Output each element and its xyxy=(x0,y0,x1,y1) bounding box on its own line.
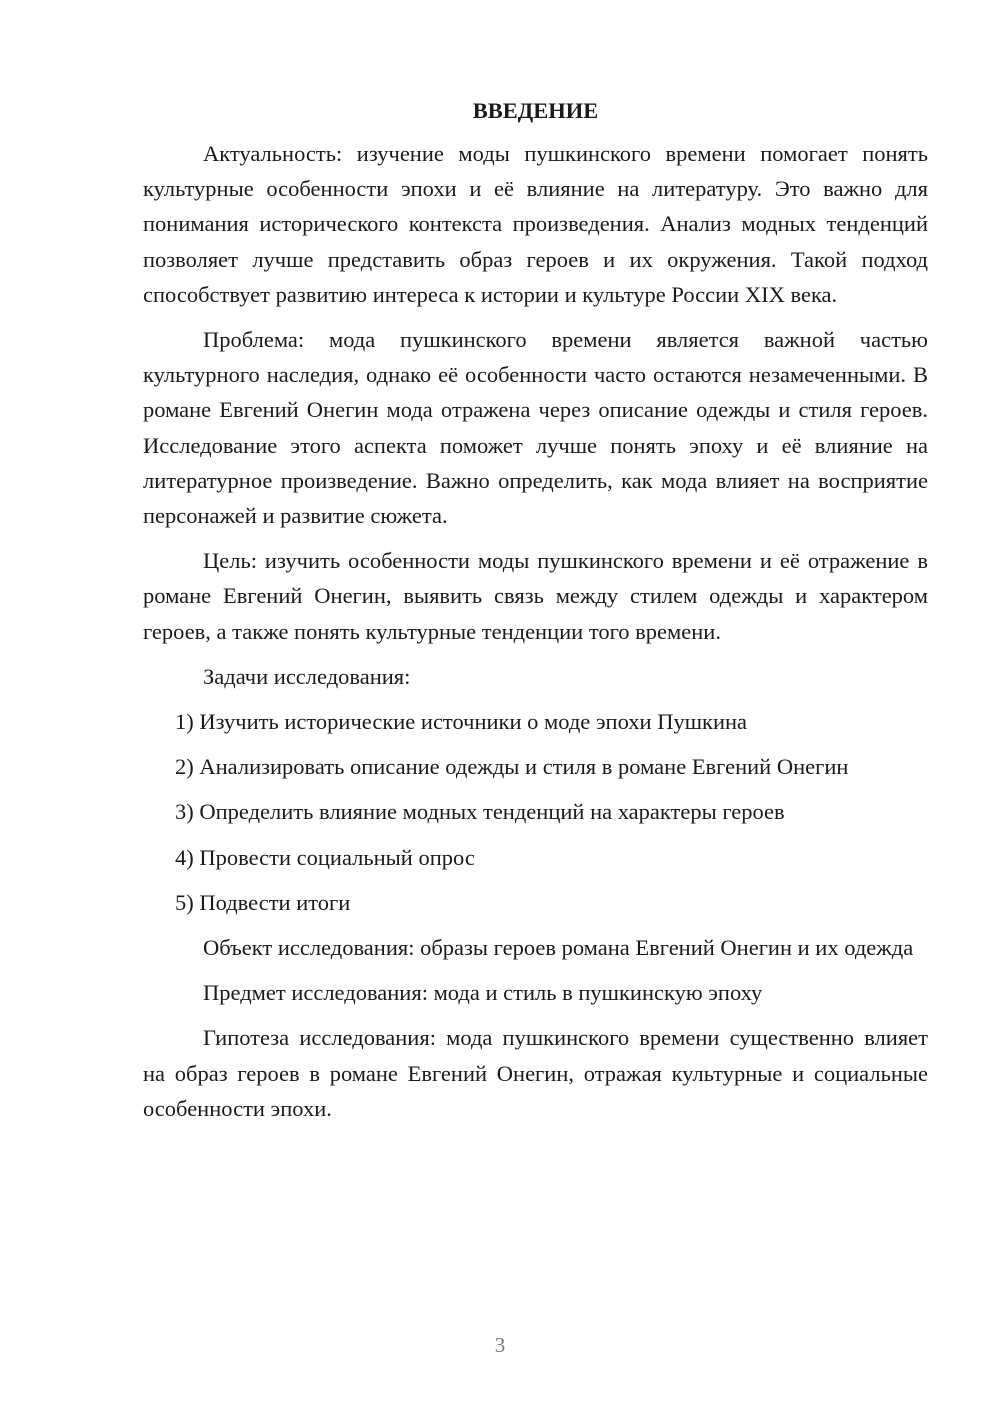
task-list xyxy=(143,704,928,920)
paragraph-relevance: Актуальность: изучение моды пушкинского времени помогает понять культурные особенности эпохи и её влияние на литературу. Это важно для понимания исторического контекста произведения. Анализ модных тенденций позволяет лучше представить образ героев и их окружения. Такой подход способствует развитию интереса к истории и культуре России XIX века. xyxy=(143,141,928,307)
paragraph-object: Объект исследования: образы героев романа Евгений Онегин и их одежда xyxy=(203,935,914,961)
paragraph-hypothesis: Гипотеза исследования: мода пушкинского времени существенно влияет на образ героев в романе Евгений Онегин, отражая культурные и социальные особенности эпохи. xyxy=(143,1025,928,1121)
paragraph-goal: Цель: изучить особенности моды пушкинского времени и её отражение в романе Евгений Онегин, выявить связь между стилем одежды и характером героев, а также понять культурные тенденции того времени. xyxy=(143,548,928,644)
paragraph-problem: Проблема: мода пушкинского времени является важной частью культурного наследия, однако её особенности часто остаются незамеченными. В романе Евгений Онегин мода отражена через описание одежды и стиля героев. Исследование этого аспекта поможет лучше понять эпоху и её влияние на литературное произведение. Важно определить, как мода влияет на восприятие персонажей и развитие сюжета. xyxy=(143,327,928,529)
task-text: Провести социальный опрос xyxy=(199,844,475,870)
task-text: Определить влияние модных тенденций на характеры героев xyxy=(199,799,785,825)
section-heading: ВВЕДЕНИЕ xyxy=(472,98,599,123)
paragraph-subject: Предмет исследования: мода и стиль в пушкинскую эпоху xyxy=(203,980,763,1006)
list-item xyxy=(143,885,928,920)
page-number: 3 xyxy=(494,1333,506,1357)
task-number: 1) xyxy=(175,709,194,735)
task-number: 4) xyxy=(175,844,194,870)
list-item xyxy=(143,749,928,784)
tasks-title: Задачи исследования: xyxy=(203,663,411,689)
document-page xyxy=(143,96,928,1136)
list-item xyxy=(143,840,928,875)
task-text: Анализировать описание одежды и стиля в романе Евгений Онегин xyxy=(199,754,849,780)
task-number: 2) xyxy=(175,754,194,780)
list-item xyxy=(143,704,928,739)
task-text: Подвести итоги xyxy=(199,889,351,915)
list-item xyxy=(143,794,928,829)
task-text: Изучить исторические источники о моде эпохи Пушкина xyxy=(199,709,748,735)
task-number: 5) xyxy=(175,889,194,915)
task-number: 3) xyxy=(175,799,194,825)
